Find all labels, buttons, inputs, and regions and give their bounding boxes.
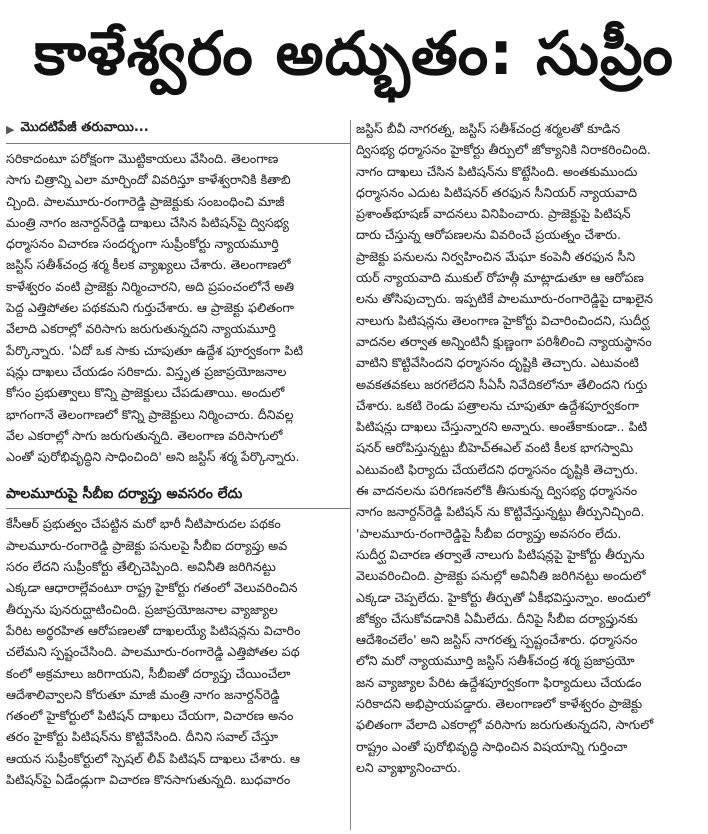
text-line: ఎక్కడా చెప్పలేదు. హైకోర్టు తీర్పుతో ఏకీభవిస్తున్నాం. అందులో — [356, 589, 651, 605]
text-line: తీర్పును పునరుద్ఘాటించింది. ప్రజాప్రయోజనాల వ్యాజ్యాల — [6, 601, 278, 617]
kicker-text: మొదటిపేజీ తరువాయి... — [20, 120, 149, 135]
text-line: కాళేశ్వరం వంటి ప్రాజెక్టు నిర్మించారని, అది ప్రపంచంలోనే అతి — [6, 278, 295, 294]
text-line: పిటిషన్‌పై ఏడేండ్లుగా విచారణ కొనసాగుతున్నది. బుధవారం — [6, 772, 291, 788]
text-line: సరం లేదని సుప్రీంకోర్టు తేల్చిచెప్పింది. అవినీతి జరిగినట్టు — [6, 559, 276, 575]
continuation-kicker — [6, 118, 350, 140]
text-line: వేల ఎకరాల్లో సాగు జరుగుతున్నది. తెలంగాణ వరిసాగులో — [6, 427, 283, 443]
text-line: 'పాలమూరు-రంగారెడ్డిపై సీబీఐ దర్యాప్తు అవసరం లేదు. — [356, 525, 622, 541]
headline: కాళేశ్వరం అద్భుతం: సుప్రీం — [34, 19, 674, 89]
text-line: సాగు చిత్రాన్ని ఎలా మార్చిందో వివరిస్తూ కాళేశ్వరానికి కితాబి — [6, 172, 291, 188]
text-line: మంత్రి నాగం జనార్దన్‌రెడ్డి దాఖలు చేసిన పిటిషన్‌పై ద్విసభ్య — [6, 214, 289, 230]
text-line: సరికాదని అభిప్రాయపడ్డారు. తెలంగాణలో కాళేశ్వరం ప్రాజెక్టు — [356, 696, 643, 712]
text-line: ఎటువంటి ఫిర్యాదు చేయలేదని ధర్మాసనం దృష్టికి తెచ్చారు. — [356, 461, 639, 477]
text-line: వాదనల తర్వాత అన్నింటినీ క్షుణ్ణంగా పరిశీలించి న్యాయస్థానం — [356, 333, 652, 349]
text-line: పేరిట అర్థరహిత ఆరోపణలతో దాఖలయ్యే పిటిషన్లను విచారిం — [6, 622, 301, 638]
text-line: తరం హైకోర్టు పిటిషన్‌ను కొట్టివేసింది. దీనిని సవాల్ చేస్తూ — [6, 729, 279, 745]
arrow-icon: ▶ — [6, 122, 15, 136]
text-line: పాలమూరు-రంగారెడ్డి ప్రాజెక్టు పనులపై సీబీఐ దర్యాప్తు అవ — [6, 537, 288, 553]
column-divider — [350, 120, 351, 830]
text-line: అవకతవకలు జరగలేదని సీఏసీ నివేదికలోనూ తేలిందని గుర్తు — [356, 376, 648, 392]
text-line: ఆదేశాలివ్వాలని కోరుతూ మాజీ మంత్రి నాగం జనార్దన్‌రెడ్డి — [6, 686, 280, 702]
text-line: ప్రాజెక్టు పనులను నిర్వహించిన మేఘా కంపెనీ తరఫున సీని — [356, 248, 636, 264]
text-line: నాగం జనార్దన్‌రెడ్డి పిటిషన్ ను కొట్టివేస్తున్నట్టు తీర్పునిచ్చింది. — [356, 504, 645, 520]
text-line: షనర్ ఆరోపిస్తున్నట్టు బీహెచ్‌ఈఎల్ వంటి కీలక భాగస్వామి — [356, 440, 634, 456]
text-line: లోని మరో న్యాయమూర్తి జస్టిస్ సతీశ్‌చంద్ర శర్మ ప్రజాప్రయో — [356, 653, 635, 669]
text-line: ఎంతో పురోభివృద్ధిని సాధించింది' అని జస్టిస్ శర్మ పేర్కొన్నారు. — [6, 449, 300, 465]
text-line: వెలువరించింది. ప్రాజెక్టు పనుల్లో అవినీతి జరిగినట్టు అందులో — [356, 568, 646, 584]
text-line: ఆదేశించలేం' అని జస్టిస్ నాగరత్న స్పష్టంచేశారు. ధర్మాసనం — [356, 632, 638, 648]
text-line: చ్చింది. పాలమూరు-రంగారెడ్డి ప్రాజెక్టుకు సంబంధించి మాజీ — [6, 193, 285, 209]
text-line: జోక్యం చేసుకోవడానికి ఏమీలేదు. దీనిపై సీబీఐ దర్యాప్తునకు — [356, 610, 638, 626]
text-line: ఫలితంగా వేలాది ఎకరాల్లో వరిసాగు జరుగుతున్నదని, సాగులో — [356, 717, 654, 733]
text-line: చలేమని స్పష్టంచేసింది. పాలమూరు-రంగారెడ్డి ఎత్తిపోతల పథ — [6, 644, 300, 660]
left-paragraph-1 — [6, 148, 350, 467]
text-line: కంలో అక్రమాలు జరిగాయని, సీబీఐతో దర్యాప్తు చేయించేలా — [6, 665, 291, 681]
text-line: పేర్కొన్నారు. 'ఏదో ఒక సాకు చూపుతూ ఉద్దేశ పూర్వకంగా పిటి — [6, 342, 304, 358]
text-line: ధర్మాసనం ఎదుట పిటిషనర్ తరఫున సీనియర్ న్యాయవాది — [356, 184, 638, 200]
text-line: లను తోసిపుచ్చారు. ఇప్పటికే పాలమూరు-రంగారెడ్డిపై దాఖలైన — [356, 291, 654, 307]
left-paragraph-2 — [6, 513, 350, 790]
kicker-divider — [6, 143, 350, 144]
text-line: కోసం ప్రభుత్వాలు కొన్ని ప్రాజెక్టులు చేపడుతాయి. అందులో — [6, 385, 285, 401]
text-line: ప్రశాంత్‌భూషణ్ వాదనలు వినిపించారు. ప్రాజెక్టుపై పిటిషన్ — [356, 206, 631, 222]
text-line: రాష్ట్రం ఎంతో పురోభివృద్ధి సాధించిన విషయాన్ని గుర్తించా — [356, 738, 628, 754]
text-line: ఎక్కడా ఆధారాల్లేవంటూ రాష్ట్ర హైకోర్టు గతంలో వెలువరించిన — [6, 580, 298, 596]
text-line: ఆయన సుప్రీంకోర్టులో స్పెషల్ లీవ్ పిటిషన్ దాఖలు చేశారు. ఆ — [6, 750, 301, 766]
text-line: లని వ్యాఖ్యానించారు. — [356, 759, 462, 775]
right-column — [356, 118, 700, 778]
text-line: యర్ న్యాయవాది ముకుల్ రోహత్గీ మాట్లాడుతూ ఆ ఆరోపణ — [356, 270, 644, 286]
text-line: ధర్మాసనం విచారణ సందర్భంగా సుప్రీంకోర్టు న్యాయమూర్తి — [6, 236, 279, 252]
right-paragraph — [356, 118, 700, 778]
text-line: కేసీఆర్ ప్రభుత్వం చేపట్టిన మరో భారీ నీటిపారుదల పథకం — [6, 516, 281, 532]
text-line: సరికాదంటూ పరోక్షంగా మొట్టికాయలు వేసింది. తెలంగాణ — [6, 151, 279, 166]
text-line: ద్విసభ్య ధర్మాసనం హైకోర్టు తీర్పులో జోక్యానికి నిరాకరించింది. — [356, 142, 651, 158]
text-line: పిటిషన్లు దాఖలు చేస్తున్నారని అన్నారు. అంతేకాకుండా.. పిటి — [356, 419, 648, 435]
text-line: చేశారు. ఒకటి రెండు పత్రాలను చూపుతూ ఉద్దేశపూర్వకంగా — [356, 397, 639, 413]
text-line: దారు చేస్తున్న ఆరోపణలను వివరించే ప్రయత్నం చేశారు. — [356, 227, 622, 243]
text-line: నాలుగు పిటిషన్లను తెలంగాణ హైకోర్టు విచారించిందని, సుదీర్ఘ — [356, 312, 650, 328]
text-line: జస్టిస్ బీవీ నాగరత్న, జస్టిస్ సతీశ్‌చంద్ర శర్మలతో కూడిన — [356, 121, 621, 136]
text-line: వేలాది ఎకరాల్లో వరిసాగు జరుగుతున్నదని న్యాయమూర్తి — [6, 321, 276, 337]
text-line: షన్లు దాఖలు చేయడం సరికాదు. విస్తృత ప్రజాప్రయోజనాల — [6, 363, 287, 379]
text-line: జస్టిస్ సతీశ్‌చంద్ర శర్మ కీలక వ్యాఖ్యలు చేశారు. తెలంగాణలో — [6, 257, 291, 273]
text-line: సుదీర్ఘ విచారణ తర్వాతే నాలుగు పిటిషన్లపై హైకోర్టు తీర్పును — [356, 546, 645, 562]
subheading: పాలమూరుపై సీబీఐ దర్యాప్తు అవసరం లేదు — [6, 483, 350, 509]
text-line: జన వ్యాజ్యాల పేరిట ఉద్దేశపూర్వకంగా ఫిర్యాదులు చేయడం — [356, 674, 642, 690]
text-line: నాగం దాఖలు చేసిన పిటిషన్‌ను కొట్టేసింది. అంతకుముందు — [356, 163, 638, 179]
text-line: పెద్ద ఎత్తిపోతల పథకమని గుర్తుచేశారు. ఆ ప్రాజెక్టు ఫలితంగా — [6, 300, 294, 316]
text-line: ఈ వాదనలను పరిగణనలోకి తీసుకున్న ద్విసభ్య ధర్మాసనం — [356, 483, 638, 499]
text-line: వాటిని కొట్టివేసిందని ధర్మాసనం దృష్టికి తెచ్చారు. ఎటువంటి — [356, 355, 639, 371]
text-line: గతంలో హైకోర్టులో పిటిషన్ దాఖలు చేయగా, విచారణ అనం — [6, 708, 294, 724]
left-column — [6, 118, 350, 790]
text-line: భాగంగానే తెలంగాణలో కొన్ని ప్రాజెక్టులు నిర్మించారు. దీనివల్ల — [6, 406, 294, 422]
